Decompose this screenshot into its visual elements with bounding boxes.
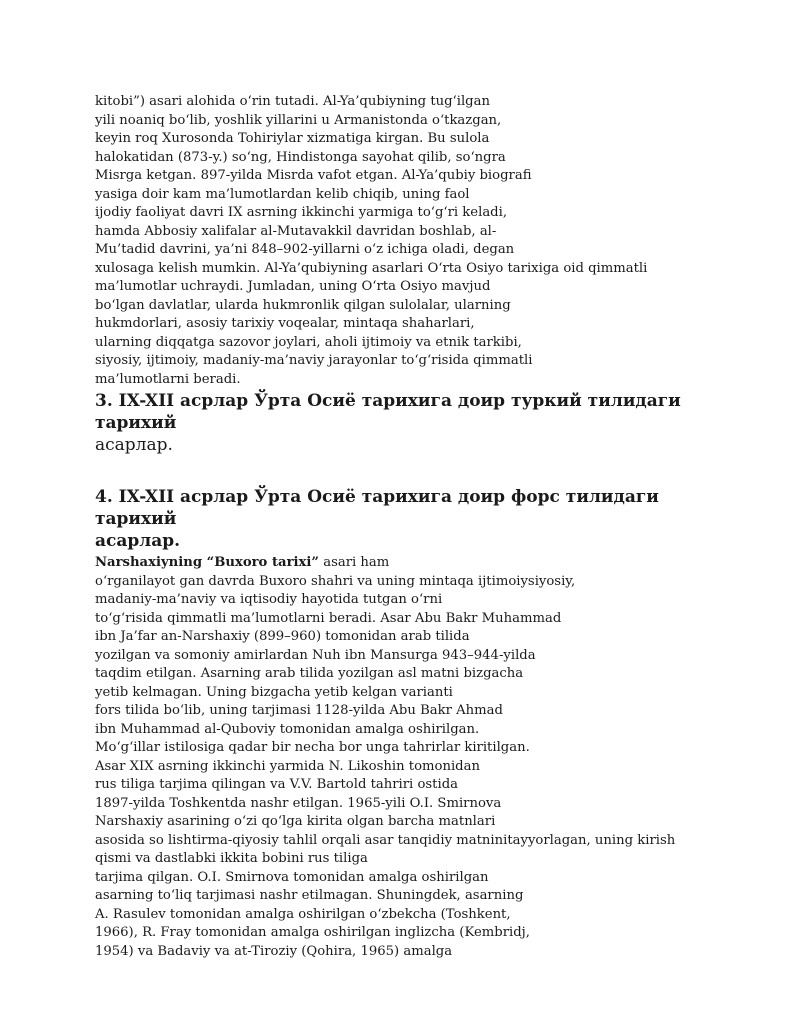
- text-line: yetib kelmagan. Uning bizgacha yetib kelgan varianti: [95, 684, 453, 700]
- text-line: boʻlgan davlatlar, ularda hukmronlik qilgan sulolalar, ularning: [95, 297, 511, 313]
- text-line: Moʻgʻillar istilosiga qadar bir necha bor unga tahrirlar kiritilgan.: [95, 740, 530, 755]
- text-line: Narshaxiy asarining oʻzi qoʻlga kirita olgan barcha matnlari: [95, 814, 496, 829]
- book-title: Narshaxiyning “Buxoro tarixi”: [95, 555, 320, 570]
- text-line: hukmdorlari, asosiy tarixiy voqealar, mintaqa shaharlari,: [95, 316, 475, 331]
- paragraph-alyaqubiy: [95, 93, 715, 389]
- text-line: Misrga ketgan. 897-yilda Misrda vafot etgan. Al-Ya’qubiy biografi: [95, 168, 532, 183]
- document-page: [95, 93, 715, 961]
- text-line: qismi va dastlabki ikkita bobini rus tiliga: [95, 851, 368, 866]
- text-line: madaniy-ma’naviy va iqtisodiy hayotida tutgan oʻrni: [95, 592, 443, 607]
- heading-4-line-1: 4. IX-XII асрлар Ўрта Осиё тарихига доир форс тилидаги тарихий: [95, 487, 659, 529]
- text-line: siyosiy, ijtimoiy, madaniy-ma’naviy jarayonlar toʻgʻrisida qimmatli: [95, 353, 533, 368]
- text-line: yozilgan va somoniy amirlardan Nuh ibn Mansurga 943–944-yilda: [95, 647, 536, 663]
- text-line: rus tiliga tarjima qilingan va V.V. Bartold tahriri ostida: [95, 777, 458, 792]
- text-line: Mu’tadid davrini, ya’ni 848–902-yillarni oʻz ichiga oladi, degan: [95, 242, 515, 257]
- text-line: Asar XIX asrning ikkinchi yarmida N. Likoshin tomonidan: [95, 758, 480, 774]
- text-line: 1897-yilda Toshkentda nashr etilgan. 1965-yili O.I. Smirnova: [95, 795, 502, 811]
- text-line: yili noaniq boʻlib, yoshlik yillarini u Armanistonda oʻtkazgan,: [95, 112, 502, 128]
- text-line: yasiga doir kam ma’lumotlardan kelib chiqib, uning faol: [95, 186, 470, 202]
- text-line: xulosaga kelish mumkin. Al-Ya’qubiyning asarlari Oʻrta Osiyo tarixiga oid qimmatli: [95, 260, 648, 276]
- text-line: 1966), R. Fray tomonidan amalga oshirilgan inglizcha (Kembridj,: [95, 925, 530, 940]
- text-line: ijodiy faoliyat davri IX asrning ikkinchi yarmiga toʻgʻri keladi,: [95, 205, 508, 220]
- text-line-lead: [95, 554, 715, 573]
- text-line: ma’lumotlar uchraydi. Jumladan, uning Oʻrta Osiyo mavjud: [95, 279, 491, 294]
- text-line: ibn Muhammad al-Quboviy tomonidan amalga oshirilgan.: [95, 721, 480, 737]
- heading-3-rest: асарлар.: [95, 435, 173, 455]
- lead-rest: asari ham: [319, 555, 390, 570]
- paragraph-narshaxiy: [95, 554, 715, 961]
- text-line: 1954) va Badaviy va at-Tiroziy (Qohira, 1965) amalga: [95, 943, 453, 959]
- text-line: ularning diqqatga sazovor joylari, aholi ijtimoiy va etnik tarkibi,: [95, 334, 522, 350]
- text-line: toʻgʻrisida qimmatli ma’lumotlarni beradi. Asar Abu Bakr Muhammad: [95, 610, 562, 626]
- text-line: ibn Ja’far an-Narshaxiy (899–960) tomonidan arab tilida: [95, 629, 470, 644]
- text-line: asarning toʻliq tarjimasi nashr etilmagan. Shuningdek, asarning: [95, 888, 524, 903]
- text-line: kitobi”) asari alohida oʻrin tutadi. Al-Ya’qubiyning tugʻilgan: [95, 94, 490, 109]
- text-line: hamda Abbosiy xalifalar al-Mutavakkil davridan boshlab, al-: [95, 223, 497, 239]
- text-line: A. Rasulev tomonidan amalga oshirilgan oʻzbekcha (Toshkent,: [95, 906, 511, 922]
- text-line: taqdim etilgan. Asarning arab tilida yozilgan asl matni bizgacha: [95, 666, 524, 681]
- text-line: fors tilida boʻlib, uning tarjimasi 1128-yilda Abu Bakr Ahmad: [95, 703, 503, 718]
- section-heading-4: [95, 486, 715, 552]
- text-line: ma’lumotlarni beradi.: [95, 371, 241, 387]
- text-line: halokatidan (873-y.) soʻng, Hindistonga sayohat qilib, soʻngra: [95, 149, 506, 165]
- heading-3-bold: 3. IX-XII асрлар Ўрта Осиё тарихига доир туркий тилидаги тарихий: [95, 391, 681, 433]
- heading-4-line-2: асарлар.: [95, 531, 181, 551]
- text-line: keyin roq Xurosonda Tohiriylar xizmatiga kirgan. Bu sulola: [95, 131, 490, 146]
- text-line: tarjima qilgan. O.I. Smirnova tomonidan amalga oshirilgan: [95, 869, 489, 885]
- section-heading-3: [95, 390, 715, 456]
- text-line: asosida so lishtirma-qiyosiy tahlil orqali asar tanqidiy matninitayyorlagan, uning kirish: [95, 832, 676, 848]
- text-line: oʻrganilayot gan davrda Buxoro shahri va uning mintaqa ijtimoiysiyosiy,: [95, 573, 576, 589]
